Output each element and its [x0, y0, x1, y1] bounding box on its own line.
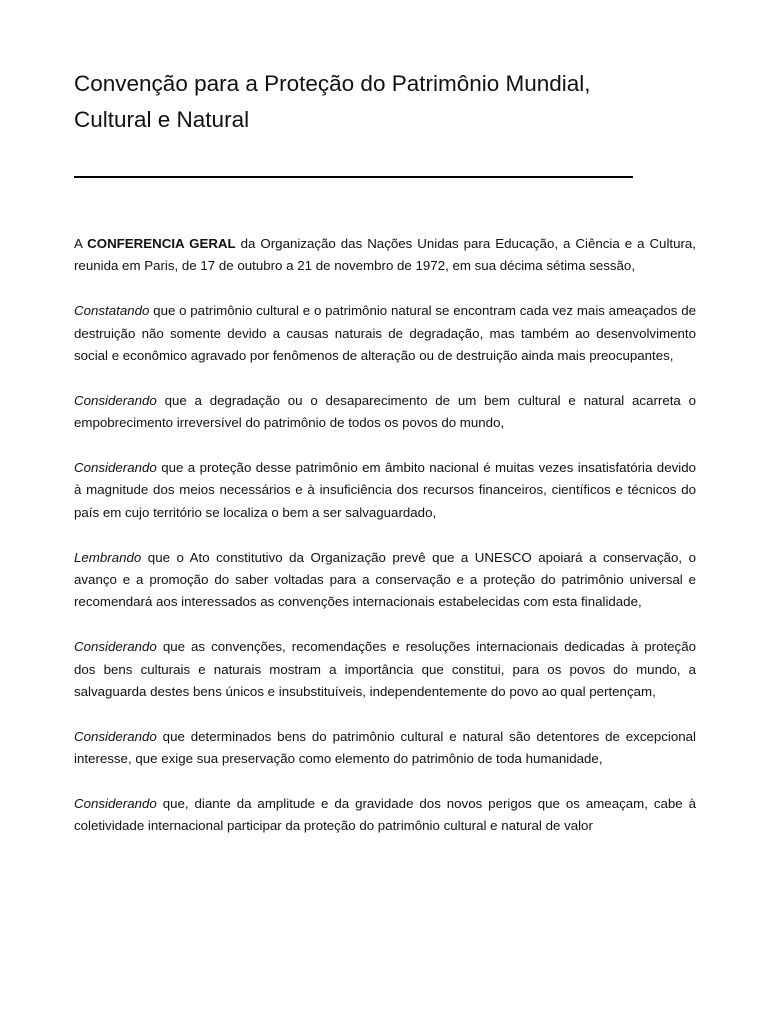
document-body — [74, 233, 696, 838]
paragraph-4 — [74, 457, 696, 524]
document-page — [74, 66, 696, 860]
paragraph-lead: Considerando — [74, 392, 157, 408]
paragraph-text: que determinados bens do patrimônio cultural e natural são detentores de excepcional interesse, que exige sua preservação como elemento do patrimônio de toda humanidade, — [74, 728, 696, 767]
paragraph-text: que as convenções, recomendações e resoluções internacionais dedicadas à proteção dos bens culturais e naturais mostram a importância que constitui, para os povos do mundo, a salvaguarda destes bens únicos e insubstituíveis, independentemente do povo ao qual pertençam, — [74, 639, 696, 700]
paragraph-text: da Organização das Nações Unidas para Educação, a Ciência e a Cultura, reunida em Paris, de 17 de outubro a 21 de novembro de 1972, em sua décima sétima sessão, — [74, 236, 696, 274]
paragraph-text: que o patrimônio cultural e o patrimônio natural se encontram cada vez mais ameaçados de destruição não somente devido a causas naturais de degradação, mas também ao desenvolvimento social e econômico agravado por fenômenos de alteração ou de destruição ainda mais preocupantes, — [74, 303, 696, 364]
document-title-line-1: Convenção para a Proteção do Patrimônio Mundial, — [74, 71, 591, 96]
paragraph-lead: Considerando — [74, 460, 157, 476]
paragraph-6 — [74, 636, 696, 703]
paragraph-2 — [74, 300, 696, 367]
paragraph-3 — [74, 390, 696, 435]
paragraph-lead: Considerando — [74, 796, 157, 812]
paragraph-lead: Considerando — [74, 728, 157, 744]
paragraph-text: que, diante da amplitude e da gravidade dos novos perigos que os ameaçam, cabe à coletividade internacional participar da proteção do patrimônio cultural e natural de valor — [74, 796, 696, 834]
paragraph-lead: Lembrando — [74, 549, 142, 565]
title-underline-rule — [74, 176, 633, 178]
paragraph-lead-bold: CONFERENCIA GERAL — [87, 236, 236, 251]
paragraph-lead: Constatando — [74, 303, 150, 319]
paragraph-text: que o Ato constitutivo da Organização prevê que a UNESCO apoiará a conservação, o avanço e a promoção do saber voltadas para a conservação e a proteção do patrimônio universal e recomendará aos interessados as convenções internacionais estabelecidas com esta finalidade, — [74, 549, 696, 610]
paragraph-prefix: A — [74, 236, 88, 251]
document-title-line-2: Cultural e Natural — [74, 107, 250, 132]
paragraph-8 — [74, 793, 696, 838]
paragraph-5 — [74, 547, 696, 614]
paragraph-7 — [74, 726, 696, 771]
document-title — [74, 66, 696, 138]
paragraph-1 — [74, 233, 696, 278]
paragraph-text: que a degradação ou o desaparecimento de um bem cultural e natural acarreta o empobrecimento irreversível do patrimônio de todos os povos do mundo, — [74, 392, 696, 431]
paragraph-lead: Considerando — [74, 639, 157, 655]
paragraph-text: que a proteção desse patrimônio em âmbito nacional é muitas vezes insatisfatória devido à magnitude dos meios necessários e à insuficiência dos recursos financeiros, científicos e técnicos do país em cujo território se localiza o bem a ser salvaguardado, — [74, 460, 696, 520]
